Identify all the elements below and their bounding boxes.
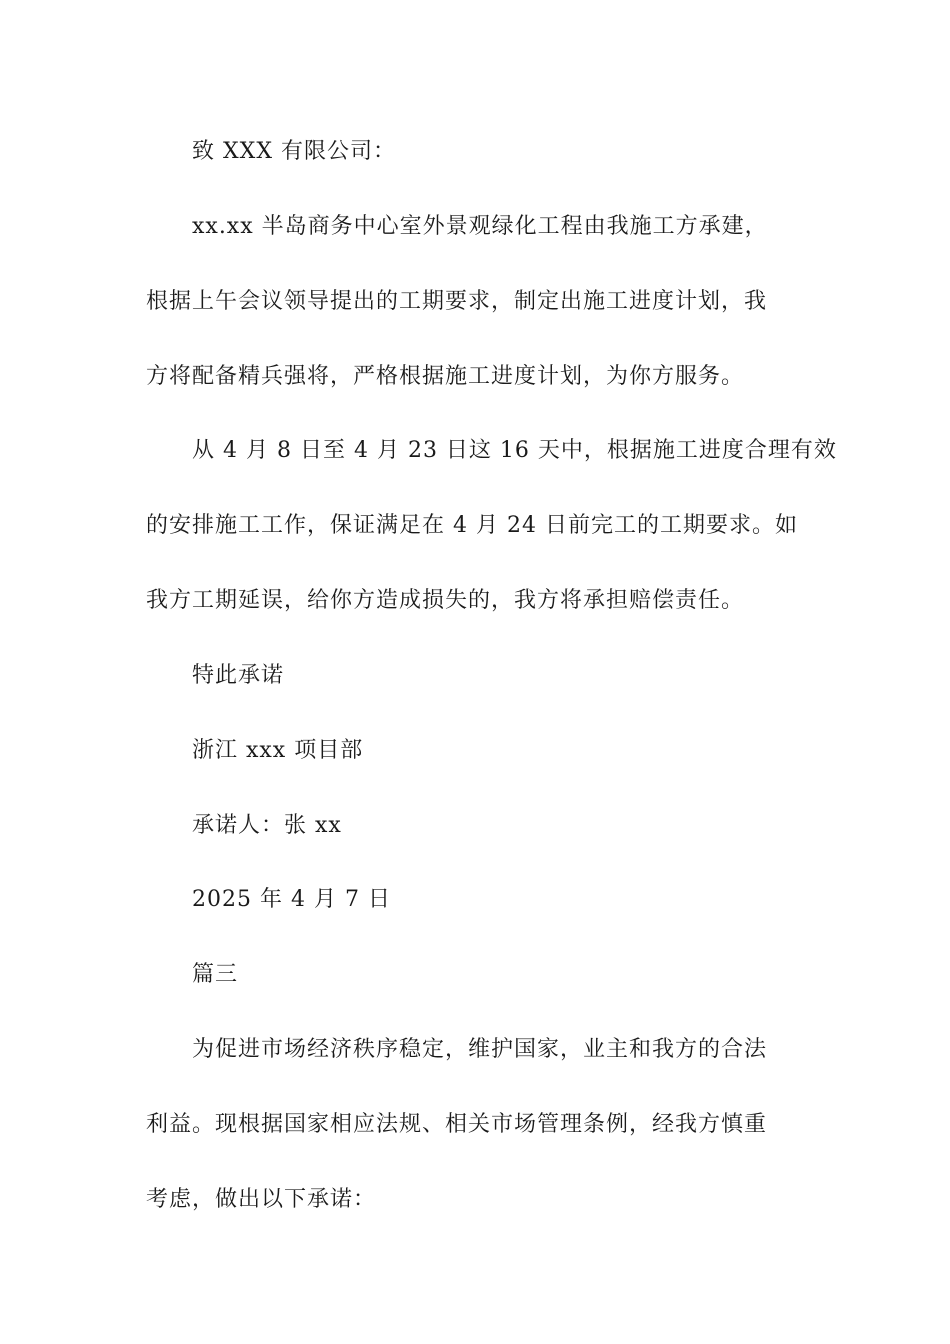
organization-name: 浙江 xxx 项目部 <box>192 738 364 763</box>
paragraph-line: 的安排施工工作，保证满足在 4 月 24 日前完工的工期要求。如 <box>146 513 798 538</box>
paragraph-line: 利益。现根据国家相应法规、相关市场管理条例，经我方慎重 <box>146 1112 768 1137</box>
paragraph-line: 为促进市场经济秩序稳定，维护国家，业主和我方的合法 <box>192 1037 768 1062</box>
salutation: 致 XXX 有限公司： <box>192 139 396 164</box>
paragraph-line: 我方工期延误，给你方造成损失的，我方将承担赔偿责任。 <box>146 588 745 613</box>
closing-text: 特此承诺 <box>192 663 285 688</box>
document-date: 2025 年 4 月 7 日 <box>192 887 391 912</box>
paragraph-line: 考虑，做出以下承诺： <box>146 1187 377 1212</box>
paragraph-line: 根据上午会议领导提出的工期要求，制定出施工进度计划，我 <box>146 289 768 314</box>
paragraph-line: xx.xx 半岛商务中心室外景观绿化工程由我施工方承建， <box>192 214 768 239</box>
paragraph-line: 从 4 月 8 日至 4 月 23 日这 16 天中，根据施工进度合理有效 <box>192 438 837 463</box>
section-heading: 篇三 <box>192 962 239 987</box>
paragraph-line: 方将配备精兵强将，严格根据施工进度计划，为你方服务。 <box>146 364 745 389</box>
promisor-name: 承诺人：张 xx <box>192 813 342 838</box>
